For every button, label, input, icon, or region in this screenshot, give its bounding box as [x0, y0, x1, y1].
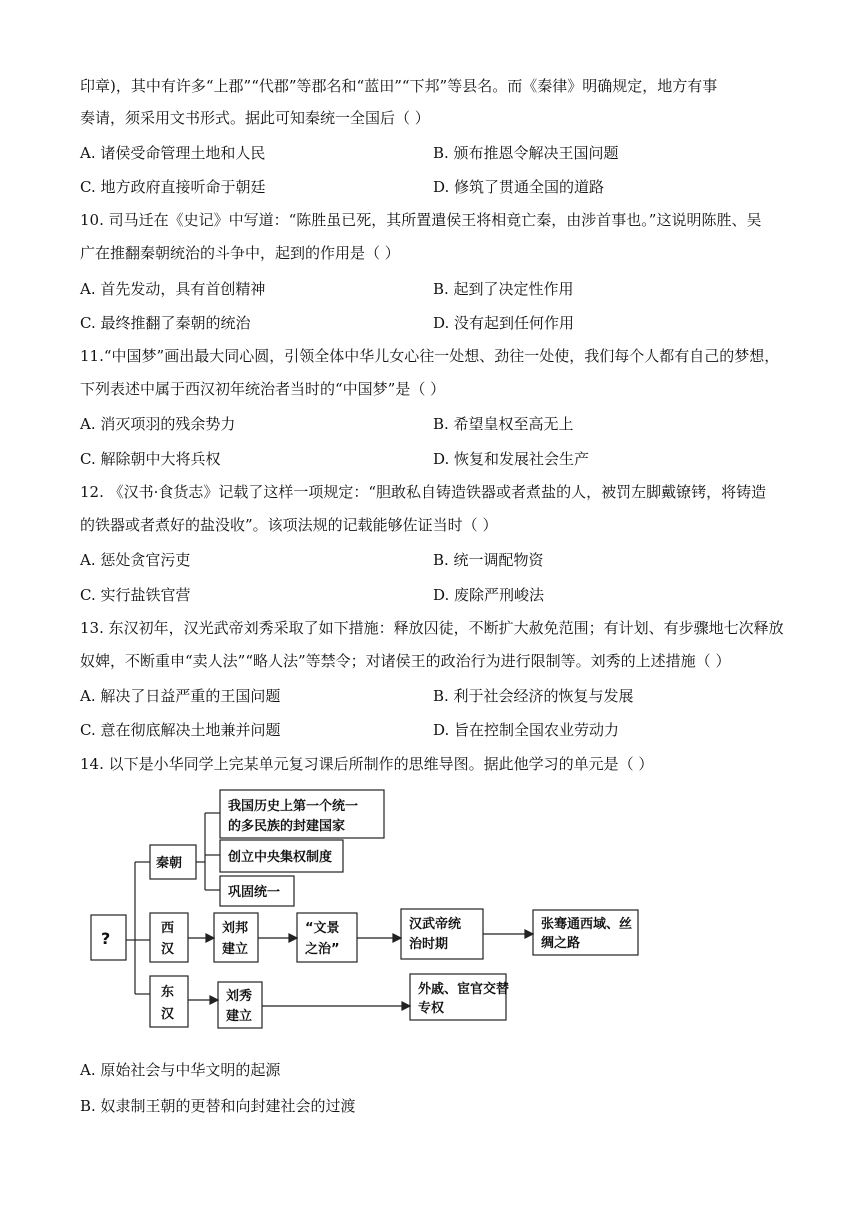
q11-option-b: B. 希望皇权至高无上	[433, 415, 574, 433]
q13-stem-line1: 13. 东汉初年，汉光武帝刘秀采取了如下措施：释放囚徒，不断扩大赦免范围；有计划、有步骤地七次释放	[80, 619, 784, 637]
mm-hanwudi-a: 汉武帝统	[409, 917, 462, 932]
q11-option-c: C. 解除朝中大将兵权	[80, 450, 221, 468]
mm-zhangqian-a: 张骞通西域、丝	[541, 917, 633, 932]
q12-stem-line1: 12. 《汉书·食货志》记载了这样一项规定：“胆敢私自铸造铁器或者煮盐的人，被罚左脚戴镣铐，将铸造	[80, 483, 767, 501]
mm-qin-2: 创立中央集权制度	[228, 850, 333, 865]
mm-xihan-a: 西	[161, 921, 175, 936]
mm-zhangqian-b: 绸之路	[541, 936, 581, 951]
q14-option-a: A. 原始社会与中华文明的起源	[80, 1061, 281, 1079]
mm-donghan-a: 东	[161, 985, 175, 1000]
q14-stem: 14. 以下是小华同学上完某单元复习课后所制作的思维导图。据此他学习的单元是（ ）	[80, 755, 654, 773]
q12-option-b: B. 统一调配物资	[433, 551, 544, 569]
mm-wenjing-b: 之治”	[305, 942, 340, 957]
q13-option-b: B. 利于社会经济的恢复与发展	[433, 687, 634, 705]
mm-liuxiu-b: 建立	[226, 1009, 253, 1024]
q9-option-b: B. 颁布推恩令解决王国问题	[433, 144, 619, 162]
mm-waiqi-a: 外戚、宦官交替	[418, 982, 510, 997]
mm-qin-1a: 我国历史上第一个统一	[228, 799, 359, 814]
q13-option-a: A. 解决了日益严重的王国问题	[80, 687, 281, 705]
q10-option-d: D. 没有起到任何作用	[433, 314, 575, 332]
mm-wenjing-a: “文景	[305, 921, 340, 936]
q11-stem-line2: 下列表述中属于西汉初年统治者当时的“中国梦”是（ ）	[80, 380, 446, 398]
q14-option-b: B. 奴隶制王朝的更替和向封建社会的过渡	[80, 1097, 356, 1115]
q11-option-a: A. 消灭项羽的残余势力	[80, 415, 236, 433]
mm-xihan-b: 汉	[161, 942, 175, 957]
mm-qin-1b: 的多民族的封建国家	[228, 819, 346, 834]
q10-option-b: B. 起到了决定性作用	[433, 280, 574, 298]
q9-stem-line1: 印章)，其中有许多“上郡”“代郡”等郡名和“蓝田”“下邦”等县名。而《秦律》明确规定，地方有事	[80, 77, 718, 95]
q9-stem-line2: 奏请，须采用文书形式。据此可知秦统一全国后（ ）	[80, 109, 430, 127]
mm-donghan-b: 汉	[161, 1007, 175, 1022]
q9-option-d: D. 修筑了贯通全国的道路	[433, 178, 605, 196]
mm-hanwudi-b: 治时期	[409, 937, 449, 952]
q13-option-c: C. 意在彻底解决土地兼并问题	[80, 721, 281, 739]
q13-option-d: D. 旨在控制全国农业劳动力	[433, 721, 620, 739]
q13-stem-line2: 奴婢，不断重申“卖人法”“略人法”等禁令；对诸侯王的政治行为进行限制等。刘秀的上述措施（ ）	[80, 652, 731, 670]
mm-liubang-b: 建立	[222, 942, 249, 957]
q10-stem-line2: 广在推翻秦朝统治的斗争中，起到的作用是（ ）	[80, 244, 400, 262]
mm-liubang-a: 刘邦	[222, 921, 249, 936]
mm-qin-3: 巩固统一	[228, 885, 281, 900]
q10-option-c: C. 最终推翻了秦朝的统治	[80, 314, 251, 332]
q12-stem-line2: 的铁器或者煮好的盐没收”。该项法规的记载能够佐证当时（ ）	[80, 516, 498, 534]
q9-option-c: C. 地方政府直接听命于朝廷	[80, 178, 266, 196]
q9-option-a: A. 诸侯受命管理土地和人民	[80, 144, 266, 162]
q12-option-c: C. 实行盐铁官营	[80, 586, 191, 604]
q10-option-a: A. 首先发动，具有首创精神	[80, 280, 266, 298]
q11-stem-line1: 11.“中国梦”画出最大同心圆，引领全体中华儿女心往一处想、劲往一处使，我们每个人都有自己的梦想，	[80, 347, 780, 365]
q11-option-d: D. 恢复和发展社会生产	[433, 450, 590, 468]
mm-waiqi-b: 专权	[418, 1001, 445, 1016]
mm-root: ?	[101, 929, 111, 948]
mm-qin: 秦朝	[156, 856, 183, 871]
mm-liuxiu-a: 刘秀	[226, 989, 253, 1004]
q12-option-a: A. 惩处贪官污吏	[80, 551, 191, 569]
q12-option-d: D. 废除严刑峻法	[433, 586, 545, 604]
q10-stem-line1: 10. 司马迁在《史记》中写道：“陈胜虽已死，其所置遣侯王将相竟亡秦，由涉首事也。”这说明陈胜、吴	[80, 211, 762, 229]
